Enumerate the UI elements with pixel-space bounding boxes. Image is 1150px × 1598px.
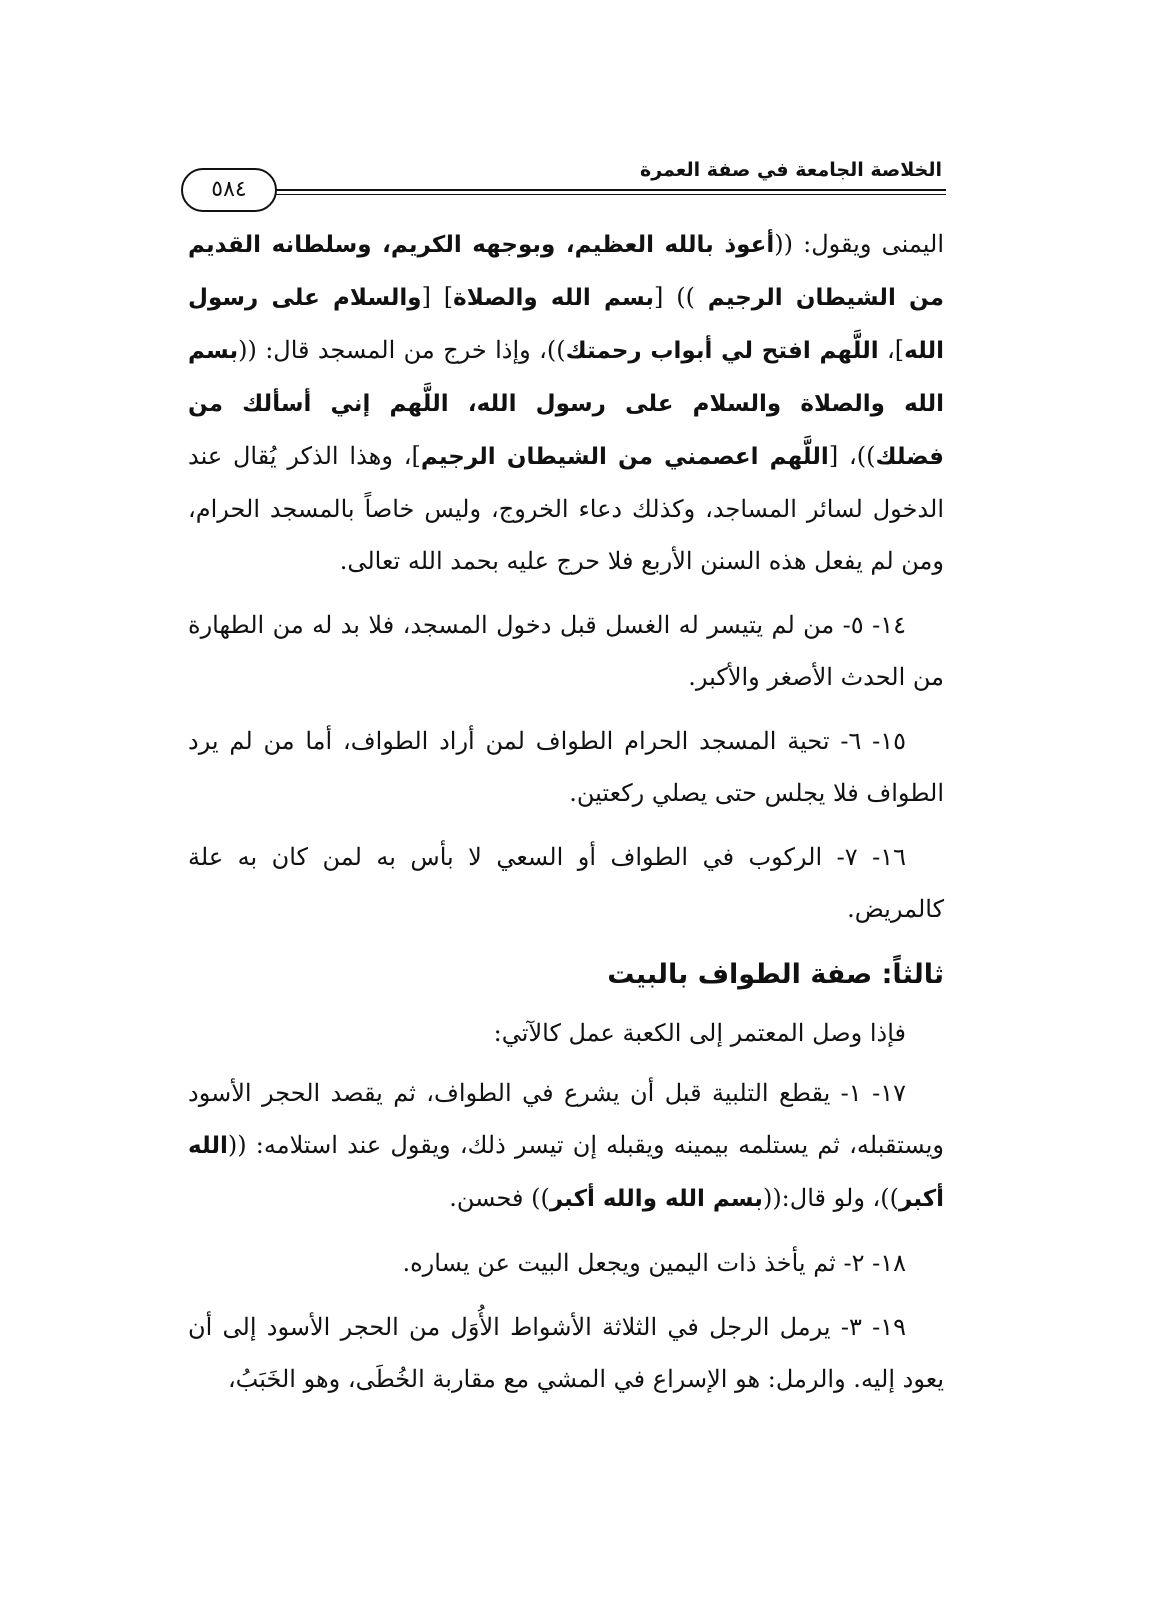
paragraph-intro: فإذا وصل المعتمر إلى الكعبة عمل كالآتي: [493,1019,906,1047]
bold-prayer-text: اللَّهم اعصمني من الشيطان الرجيم [420,444,829,470]
paragraph-item-15: ١٥- ٦- تحية المسجد الحرام الطواف لمن أراد الطواف، أما من لم يرد الطواف فلا يجلس حتى يصلي ركعتين. [188,727,944,807]
bold-takbir-text: الله أكبر [188,1133,944,1212]
text-span: )) [ [654,283,708,311]
bold-prayer-text: بسم الله والصلاة والسلام على رسول الله، اللَّهم إني أسألك من فضلك [188,338,944,470]
bold-prayer-text: أعوذ بالله العظيم، وبوجهه الكريم، وسلطانه القديم من الشيطان الرجيم [188,232,944,311]
text-span: ]، وهذا الذكر يُقال عند الدخول لسائر المساجد، وكذلك دعاء الخروج، وليس خاصاً بالمسجد الحرام، ومن لم يفعل هذه السنن الأربع فلا حرج عليه بحمد الله تعالى. [188,442,944,575]
section-title: ثالثاً: صفة الطواف بالبيت [607,959,944,990]
bold-prayer-text: بسم الله والصلاة [453,285,655,311]
paragraph-item-17 [188,1067,944,1225]
text-span: ))، [ [828,442,876,470]
paragraph-item-19: ١٩- ٣- يرمل الرجل في الثلاثة الأشواط الأُوَل من الحجر الأسود إلى أن يعود إليه. والرمل: هو الإسراع في المشي مع مقاربة الخُطَى، وهو الخَبَبُ، [188,1313,944,1393]
text-span: ))، وإذا خرج من المسجد قال: (( [238,336,566,364]
bold-prayer-text: اللَّهم افتح لي أبواب رحمتك [565,338,879,364]
running-title: الخلاصة الجامعة في صفة العمرة [640,159,942,181]
paragraph-item-16: ١٦- ٧- الركوب في الطواف أو السعي لا بأس به لمن كان به علة كالمريض. [188,843,944,923]
text-span: ١٧- ١- يقطع التلبية قبل أن يشرع في الطواف، ثم يقصد الحجر الأسود ويستقبله، ثم يستلمه بيمينه ويقبله إن تيسر ذلك، ويقول عند استلامه: (( [188,1079,945,1159]
text-span: ))، ولو قال:(( [762,1184,900,1212]
text-span: ]، [878,336,905,364]
text-span: )) فحسن. [449,1184,550,1212]
page-body [188,218,944,1417]
paragraph-item-18: ١٨- ٢- ثم يأخذ ذات اليمين ويجعل البيت عن يساره. [402,1249,906,1277]
text-span: اليمنى ويقول: (( [774,230,944,258]
paragraph-entry-prayer [188,218,944,587]
header-rule-thin [201,194,946,195]
text-span: ] [ [421,283,454,311]
page-number: ٥٨٤ [181,168,277,212]
paragraph-item-14: ١٤- ٥- من لم يتيسر له الغسل قبل دخول المسجد، فلا بد له من الطهارة من الحدث الأصغر والأكبر. [188,611,944,691]
header-rule-thick [201,189,946,191]
bold-takbir-text: بسم الله والله أكبر [549,1186,763,1212]
page-header [181,157,946,213]
bold-prayer-text: والسلام على رسول الله [188,285,944,364]
